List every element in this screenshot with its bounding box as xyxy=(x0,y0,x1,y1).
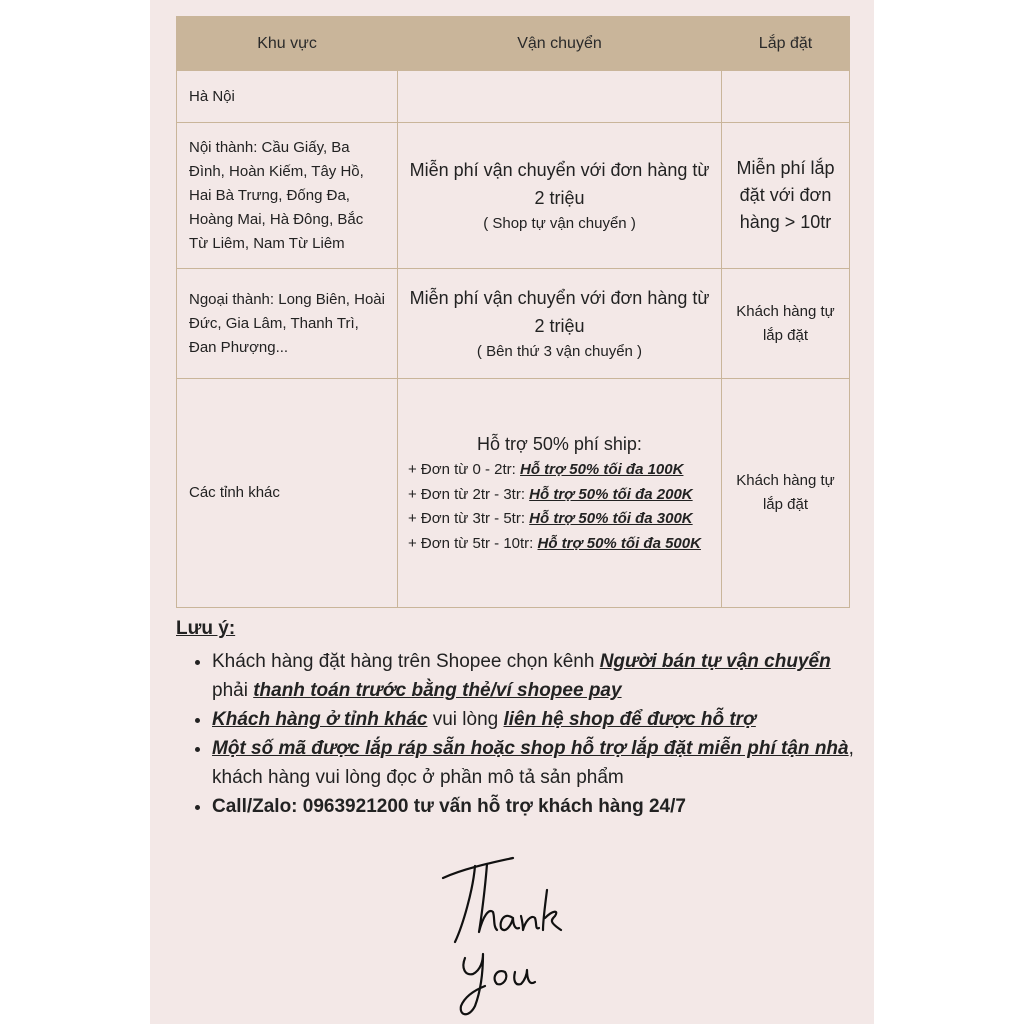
support-tier xyxy=(408,507,711,532)
note-text: , khách hàng vui lòng đọc ở phần mô tả sản phẩm xyxy=(212,738,854,788)
area-hanoi: Hà Nội xyxy=(177,71,398,123)
shipping-inner-sub: ( Shop tự vận chuyển ) xyxy=(483,214,636,232)
support-title: Hỗ trợ 50% phí ship: xyxy=(477,434,642,454)
shipping-inner-city xyxy=(398,123,722,269)
note-emphasis: liên hệ shop để được hỗ trợ xyxy=(503,709,756,730)
info-page xyxy=(150,0,874,1024)
note-emphasis: Khách hàng ở tỉnh khác xyxy=(212,709,428,730)
note-item xyxy=(212,647,856,705)
thank-you-signature xyxy=(435,850,575,1020)
install-hanoi-empty xyxy=(722,71,850,123)
support-tier xyxy=(408,483,711,508)
note-item xyxy=(212,705,856,734)
notes-section xyxy=(176,614,856,821)
tier-prefix: + Đơn từ 5tr - 10tr: xyxy=(408,534,538,552)
note-emphasis: thanh toán trước bằng thẻ/ví shopee pay xyxy=(253,680,622,701)
tier-prefix: + Đơn từ 3tr - 5tr: xyxy=(408,510,530,527)
shipping-table xyxy=(176,16,850,608)
shipping-other-provinces xyxy=(398,379,722,608)
notes-list xyxy=(176,647,856,821)
area-inner-city: Nội thành: Cầu Giấy, Ba Đình, Hoàn Kiếm, Tây Hồ, Hai Bà Trưng, Đống Đa, Hoàng Mai, Hà Đông, Bắc Từ Liêm, Nam Từ Liêm xyxy=(177,123,398,269)
table-row-outer-city xyxy=(177,269,850,379)
tier-prefix: + Đơn từ 2tr - 3tr: xyxy=(408,485,530,503)
note-emphasis: Người bán tự vận chuyển xyxy=(599,651,831,672)
tier-prefix: + Đơn từ 0 - 2tr: xyxy=(408,461,520,478)
install-inner-city: Miễn phí lắp đặt với đơn hàng > 10tr xyxy=(722,123,850,269)
shipping-hanoi-empty xyxy=(398,71,722,123)
tier-benefit: Hỗ trợ 50% tối đa 300K xyxy=(529,510,693,527)
table-row-other-provinces xyxy=(177,379,850,608)
shipping-outer-sub: ( Bên thứ 3 vận chuyển ) xyxy=(476,342,643,360)
install-outer-city: Khách hàng tự lắp đặt xyxy=(722,269,850,379)
header-install: Lắp đặt xyxy=(722,17,850,71)
tier-benefit: Hỗ trợ 50% tối đa 500K xyxy=(537,534,701,552)
support-tier xyxy=(408,532,711,557)
area-other-provinces: Các tỉnh khác xyxy=(177,379,398,608)
tier-benefit: Hỗ trợ 50% tối đa 200K xyxy=(529,485,693,503)
table-header-row xyxy=(177,17,850,71)
note-item-contact: • Call/Zalo: 0963921200 tư vấn hỗ trợ khách hàng 24/7 xyxy=(212,792,856,821)
install-other-provinces: Khách hàng tự lắp đặt xyxy=(722,379,850,608)
support-tiers xyxy=(408,458,711,556)
shipping-inner-main: Miễn phí vận chuyển với đơn hàng từ 2 triệu xyxy=(409,159,710,208)
area-outer-city: Ngoại thành: Long Biên, Hoài Đức, Gia Lâm, Thanh Trì, Đan Phượng... xyxy=(177,269,398,379)
notes-title: Lưu ý: xyxy=(176,618,236,639)
tier-benefit: Hỗ trợ 50% tối đa 100K xyxy=(520,461,684,478)
note-text: Khách hàng đặt hàng trên Shopee chọn kênh xyxy=(212,651,600,672)
header-shipping: Vận chuyển xyxy=(398,17,722,71)
shipping-outer-city xyxy=(398,269,722,379)
support-tier xyxy=(408,458,711,483)
header-area: Khu vực xyxy=(177,17,398,71)
table-row-hanoi xyxy=(177,71,850,123)
shipping-outer-main: Miễn phí vận chuyển với đơn hàng từ 2 triệu xyxy=(409,287,710,336)
note-emphasis: Một số mã được lắp ráp sẵn hoặc shop hỗ trợ lắp đặt miễn phí tận nhà xyxy=(212,738,849,759)
note-item xyxy=(212,734,856,792)
table-row-inner-city xyxy=(177,123,850,269)
note-text: phải xyxy=(212,680,254,701)
note-text: vui lòng xyxy=(427,709,504,730)
